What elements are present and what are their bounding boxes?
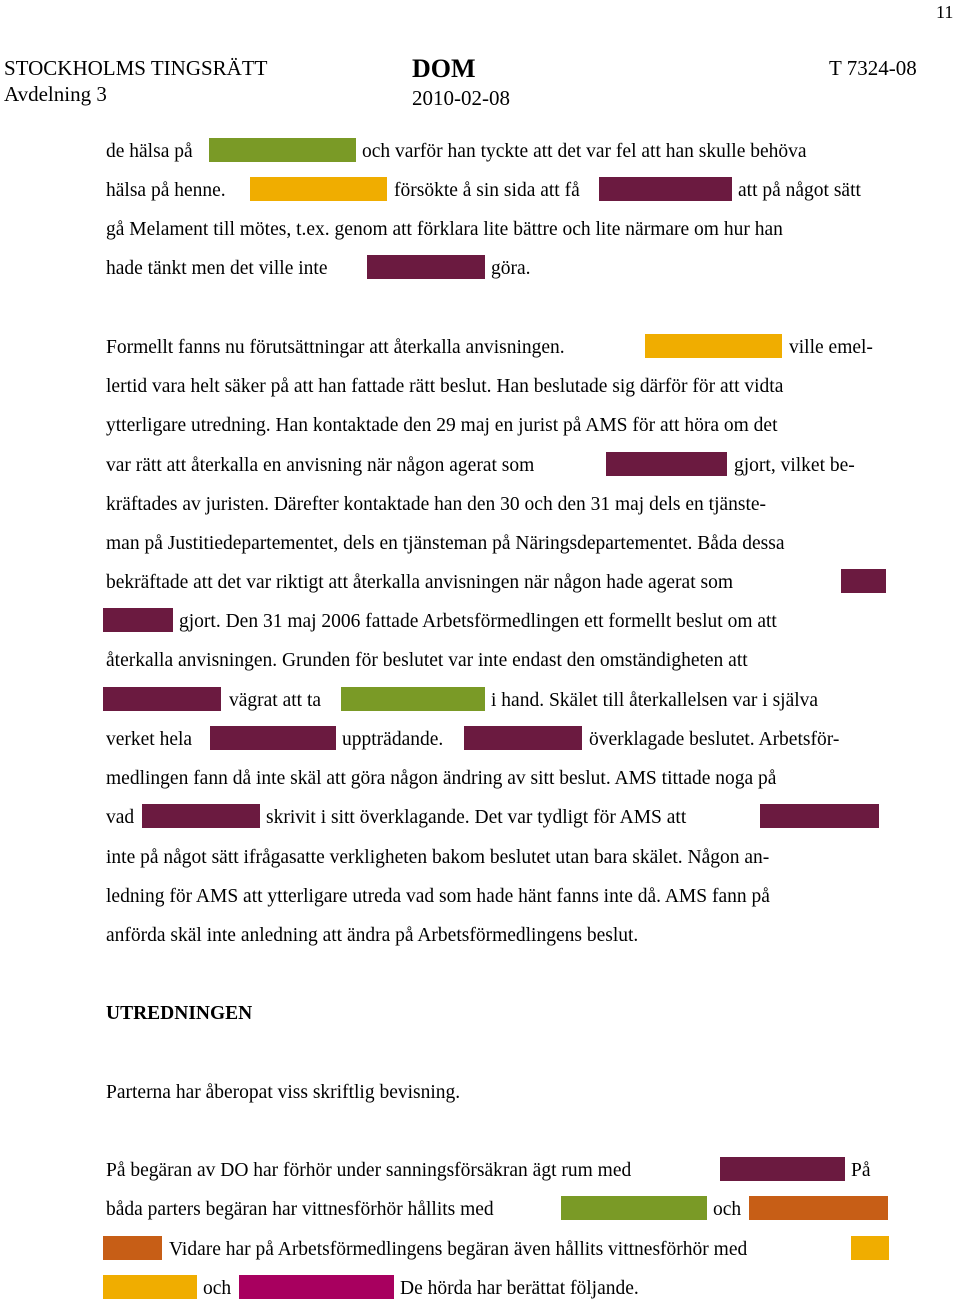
text-line: i hand. Skälet till återkallelsen var i själva [491, 690, 819, 711]
redaction-box [841, 569, 886, 593]
text-line: överklagade beslutet. Arbetsför- [589, 729, 840, 750]
text-line: ytterligare utredning. Han kontaktade den 29 maj en jurist på AMS för att höra om det [106, 415, 778, 436]
redaction-box [599, 177, 732, 201]
redaction-box [606, 452, 727, 476]
text-line: medlingen fann då inte skäl att göra någon ändring av sitt beslut. AMS tittade noga på [106, 768, 777, 789]
redaction-box [720, 1157, 845, 1181]
text-line: skrivit i sitt överklagande. Det var tydligt för AMS att [266, 807, 687, 828]
text-line: man på Justitiedepartementet, dels en tjänsteman på Näringsdepartementet. Båda dessa [106, 533, 785, 554]
redaction-box [645, 334, 782, 358]
text-line: De hörda har berättat följande. [400, 1278, 639, 1299]
text-line: göra. [491, 258, 531, 279]
redaction-box [103, 687, 221, 711]
redaction-box [367, 255, 485, 279]
text-line: och [203, 1278, 232, 1299]
redaction-box [341, 687, 485, 711]
redaction-box [103, 1275, 197, 1299]
text-line: var rätt att återkalla en anvisning när någon agerat som [106, 455, 535, 476]
text-line: ledning för AMS att ytterligare utreda vad som hade hänt fanns inte då. AMS fann på [106, 886, 770, 907]
redaction-box [250, 177, 387, 201]
page-number: 11 [936, 2, 954, 22]
text-line: båda parters begäran har vittnesförhör hållits med [106, 1199, 494, 1220]
redaction-box [103, 608, 173, 632]
text-line: gå Melament till mötes, t.ex. genom att förklara lite bättre och lite närmare om hur han [106, 219, 783, 240]
paragraph-3: Parterna har åberopat viss skriftlig bevisning. [106, 1082, 461, 1103]
text-line: uppträdande. [342, 729, 444, 750]
redaction-box [239, 1275, 394, 1299]
text-line: På begäran av DO har förhör under sanningsförsäkran ägt rum med [106, 1160, 632, 1181]
redaction-box [464, 726, 582, 750]
text-line: och [713, 1199, 742, 1220]
redaction-box [103, 1236, 162, 1260]
document-date: 2010-02-08 [412, 86, 510, 110]
document-type: DOM [412, 54, 476, 83]
text-line: hälsa på henne. [106, 180, 226, 201]
section-heading: UTREDNINGEN [106, 1003, 253, 1024]
text-line: återkalla anvisningen. Grunden för beslutet var inte endast den omständigheten att [106, 650, 748, 671]
text-line: gjort. Den 31 maj 2006 fattade Arbetsförmedlingen ett formellt beslut om att [179, 611, 777, 632]
redaction-box [209, 138, 356, 162]
text-line: inte på något sätt ifrågasatte verkligheten bakom beslutet utan bara skälet. Någon an- [106, 847, 770, 868]
text-line: vad [106, 807, 135, 828]
text-line: de hälsa på [106, 141, 193, 162]
redaction-box [760, 804, 879, 828]
redaction-box [749, 1196, 888, 1220]
text-line: På [851, 1160, 871, 1181]
redaction-box [142, 804, 260, 828]
text-line: anförda skäl inte anledning att ändra på Arbetsförmedlingens beslut. [106, 925, 639, 946]
text-line: hade tänkt men det ville inte [106, 258, 328, 279]
case-number: T 7324-08 [829, 56, 917, 80]
division: Avdelning 3 [4, 82, 107, 106]
text-line: kräftades av juristen. Därefter kontaktade han den 30 och den 31 maj dels en tjänste- [106, 494, 767, 515]
redaction-box [210, 726, 336, 750]
text-line: att på något sätt [738, 180, 861, 201]
text-line: lertid vara helt säker på att han fattade rätt beslut. Han beslutade sig därför för att vidta [106, 376, 784, 397]
text-line: verket hela [106, 729, 193, 750]
redaction-box [851, 1236, 889, 1260]
text-line: Formellt fanns nu förutsättningar att återkalla anvisningen. [106, 337, 565, 358]
text-line: gjort, vilket be- [734, 455, 855, 476]
text-line: och varför han tyckte att det var fel att han skulle behöva [362, 141, 807, 162]
text-line: vägrat att ta [229, 690, 322, 711]
court-name: STOCKHOLMS TINGSRÄTT [4, 56, 268, 80]
text-line: Vidare har på Arbetsförmedlingens begäran även hållits vittnesförhör med [169, 1239, 748, 1260]
text-line: ville emel- [789, 337, 873, 358]
text-line: bekräftade att det var riktigt att återkalla anvisningen när någon hade agerat som [106, 572, 733, 593]
text-line: försökte å sin sida att få [394, 180, 580, 201]
redaction-box [561, 1196, 707, 1220]
